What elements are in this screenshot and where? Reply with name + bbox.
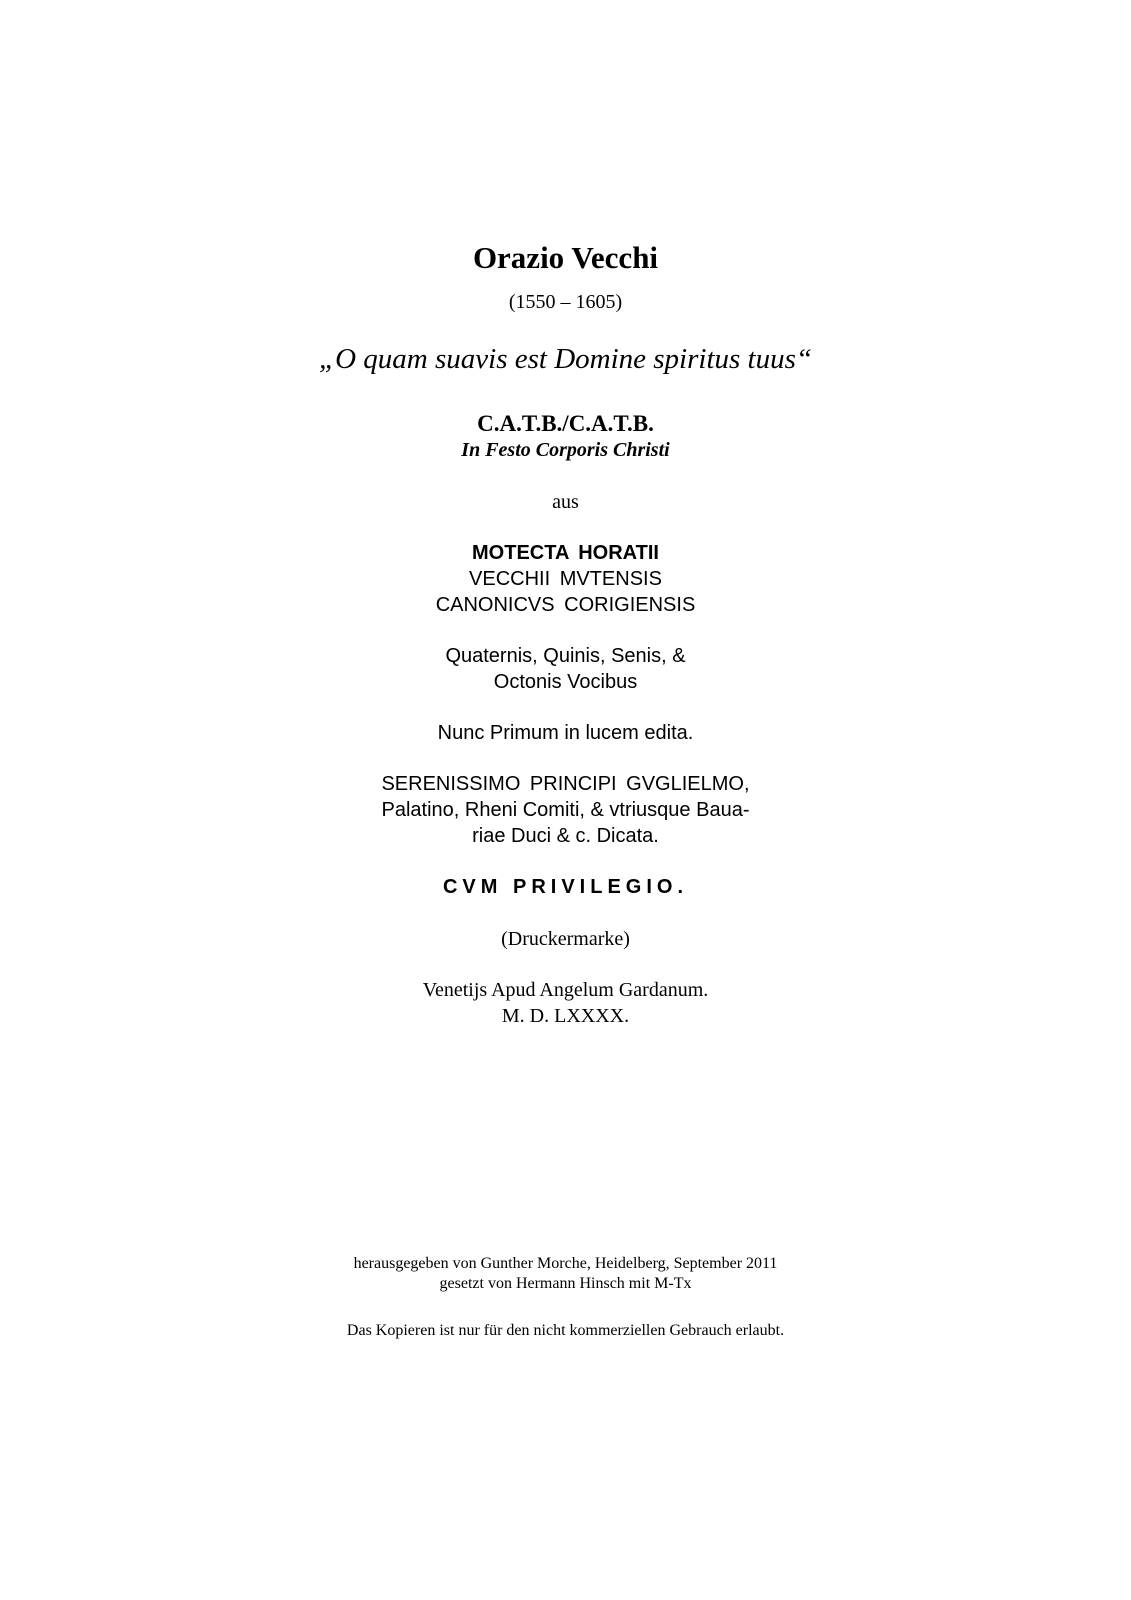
privilege-line: CVM PRIVILEGIO. — [442, 876, 689, 898]
composer-name: Orazio Vecchi — [472, 240, 659, 275]
source-title-line-3: CANONICVS CORIGIENSIS — [435, 594, 696, 616]
voices-line-1: Quaternis, Quinis, Senis, & — [445, 645, 686, 667]
dedication-line-3: riae Duci & c. Dicata. — [472, 825, 659, 847]
first-edition-note: Nunc Primum in lucem edita. — [437, 722, 694, 744]
source-title-line-1: MOTECTA HORATII — [472, 542, 659, 564]
copyright-notice: Das Kopieren ist nur für den nicht kommerziellen Gebrauch erlaubt. — [346, 1322, 785, 1339]
voices-line-2: Octonis Vocibus — [493, 671, 638, 693]
dedication-line-2: Palatino, Rheni Comiti, & vtriusque Baua- — [381, 799, 750, 821]
source-title-line-2: VECCHII MVTENSIS — [469, 568, 662, 590]
from-label: aus — [552, 491, 579, 513]
occasion: In Festo Corporis Christi — [461, 439, 670, 461]
composer-dates: (1550 – 1605) — [508, 291, 623, 313]
setter-credit: gesetzt von Hermann Hinsch mit M-Tx — [439, 1275, 692, 1292]
editor-credit: herausgegeben von Gunther Morche, Heidelberg, September 2011 — [353, 1255, 778, 1272]
printer-mark-note: (Druckermarke) — [501, 928, 630, 950]
dedication-line-1: SERENISSIMO PRINCIPI GVGLIELMO, — [381, 773, 750, 795]
publication-year: M. D. LXXXX. — [501, 1005, 630, 1027]
publisher-line: Venetijs Apud Angelum Gardanum. — [422, 979, 709, 1001]
voicing: C.A.T.B./C.A.T.B. — [477, 411, 654, 436]
motet-title: „O quam suavis est Domine spiritus tuus“ — [318, 343, 813, 375]
